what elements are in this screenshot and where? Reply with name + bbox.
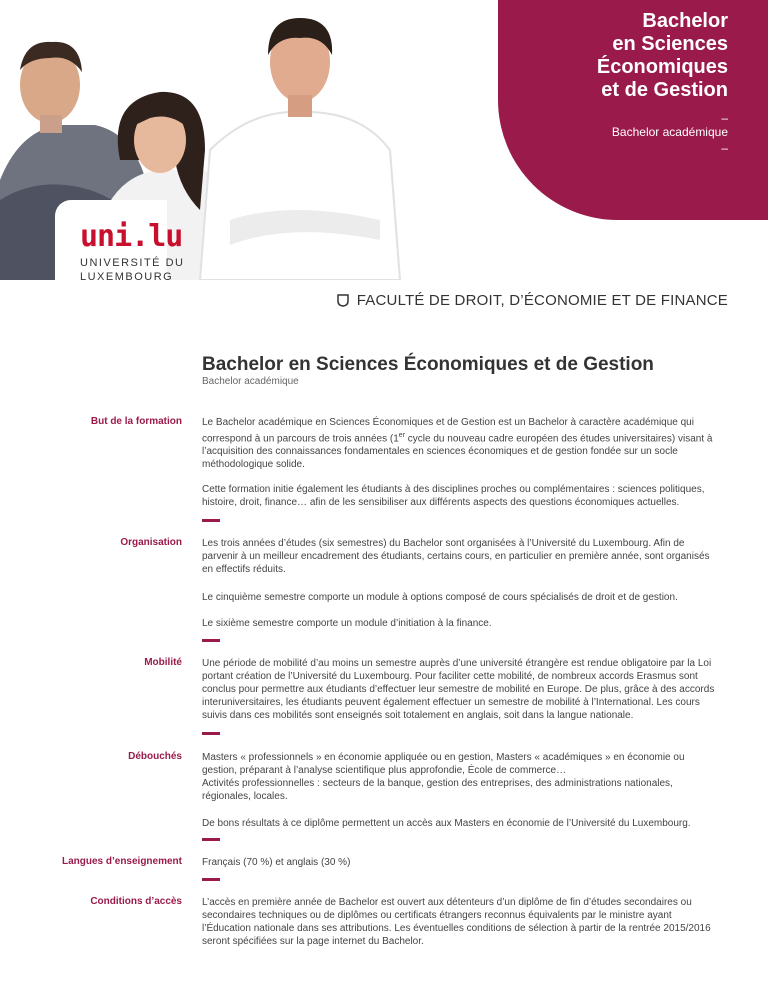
page-subtitle: Bachelor académique bbox=[202, 376, 299, 387]
faculty-name: FACULTÉ DE DROIT, D’ÉCONOMIE ET DE FINANCE bbox=[356, 292, 728, 309]
debouches-paragraph-1b: Activités professionnelles : secteurs de la banque, gestion des entreprises, des administrations nationales, régionales, locales. bbox=[202, 778, 673, 802]
university-logo[interactable]: uni.lu bbox=[80, 219, 183, 254]
logo-text-line1: UNIVERSITÉ DU bbox=[80, 257, 185, 269]
section-label-mobilite: Mobilité bbox=[144, 657, 182, 668]
faculty-heading bbox=[337, 292, 728, 309]
section-divider bbox=[202, 838, 220, 841]
but-text-b: cycle du nouveau cadre européen des études universitaires) visant à l’acquisition des connaissances fondamentales en sciences économiques et de gestion fondée sur un socle méthodologique solide. bbox=[202, 433, 713, 471]
mobilite-paragraph-1: Une période de mobilité d’au moins un semestre auprès d’une université étrangère est rendue obligatoire par la Loi portant création de l’Université du Luxembourg. Pour faciliter cette mobilité, de nombreux accords Erasmus sont conclus pour permettre aux étudiants d’effectuer leur semestre de mobilité en Europe. De plus, grâce à des accords interuniversitaires, les étudiants peuvent également effectuer un semestre de mobilité à l’International. Les cours suivis dans ces mobilités sont enseignés soit totalement en anglais, soit dans la langue nationale. bbox=[202, 658, 715, 721]
conditions-paragraph-1: L’accès en première année de Bachelor est ouvert aux détenteurs d’un diplôme de fin d’études secondaires ou secondaires techniques ou de diplômes ou certificats étrangers reconnus équivalents par le ministre ayant l’Éducation nationale dans ses attributions. Les éventuelles conditions de sélection à partir de la rentrée 2015/2016 seront spécifiées sur la page internet du Bachelor. bbox=[202, 897, 711, 947]
logo-text-line2: LUXEMBOURG bbox=[80, 271, 174, 280]
organisation-paragraph-3: Le sixième semestre comporte un module d’initiation à la finance. bbox=[202, 618, 492, 629]
university-logo-text bbox=[80, 256, 184, 280]
debouches-paragraph-1: Masters « professionnels » en économie appliquée ou en gestion, Masters « académiques » en économie ou gestion, préparant à l’analyse scientifique plus approfondie, École de commerce… bbox=[202, 752, 685, 776]
organisation-paragraph-2: Le cinquième semestre comporte un module à options composé de cours spécialisés de droit et de gestion. bbox=[202, 592, 678, 603]
section-divider bbox=[202, 639, 220, 642]
title-line-2: en Sciences bbox=[612, 33, 728, 55]
section-divider bbox=[202, 878, 220, 881]
but-paragraph-1 bbox=[202, 416, 722, 471]
page-title: Bachelor en Sciences Économiques et de Gestion bbox=[202, 354, 654, 375]
but-text-sup: er bbox=[398, 432, 406, 439]
title-line-4: et de Gestion bbox=[601, 79, 728, 101]
title-line-3: Économiques bbox=[596, 56, 728, 78]
section-label-organisation: Organisation bbox=[120, 537, 182, 548]
section-label-but: But de la formation bbox=[90, 416, 182, 427]
but-paragraph-2: Cette formation initie également les étudiants à des disciplines proches ou complémentaires : sciences politiques, histoire, droit, finance… afin de les sensibiliser aux différents aspects des questions économiques actuelles. bbox=[202, 484, 705, 508]
section-label-conditions: Conditions d’accès bbox=[90, 896, 182, 907]
title-dash: – bbox=[721, 111, 728, 125]
debouches-paragraph-2: De bons résultats à ce diplôme permettent un accès aux Masters en économie de l’Université du Luxembourg. bbox=[202, 818, 691, 829]
program-title-block bbox=[498, 0, 768, 220]
shield-icon bbox=[337, 294, 349, 307]
section-divider bbox=[202, 732, 220, 735]
organisation-paragraph-1: Les trois années d’études (six semestres) du Bachelor sont organisées à l’Université du Luxembourg. Afin de parvenir à un meilleur encadrement des étudiants, certains cours, en particulier en première année, sont organisés en effectifs réduits. bbox=[202, 538, 710, 575]
title-dash-2: – bbox=[721, 141, 728, 155]
title-subtitle: Bachelor académique bbox=[611, 125, 728, 139]
section-label-debouches: Débouchés bbox=[128, 751, 182, 762]
section-label-langues: Langues d’enseignement bbox=[61, 856, 182, 867]
section-divider bbox=[202, 519, 220, 522]
langues-paragraph-1: Français (70 %) et anglais (30 %) bbox=[202, 857, 351, 868]
title-line-1: Bachelor bbox=[642, 10, 728, 32]
but-text-a: Le Bachelor académique en Sciences Économiques et de Gestion est un Bachelor à caractère académique qui correspond à un parcours de trois années (1 bbox=[202, 417, 694, 445]
